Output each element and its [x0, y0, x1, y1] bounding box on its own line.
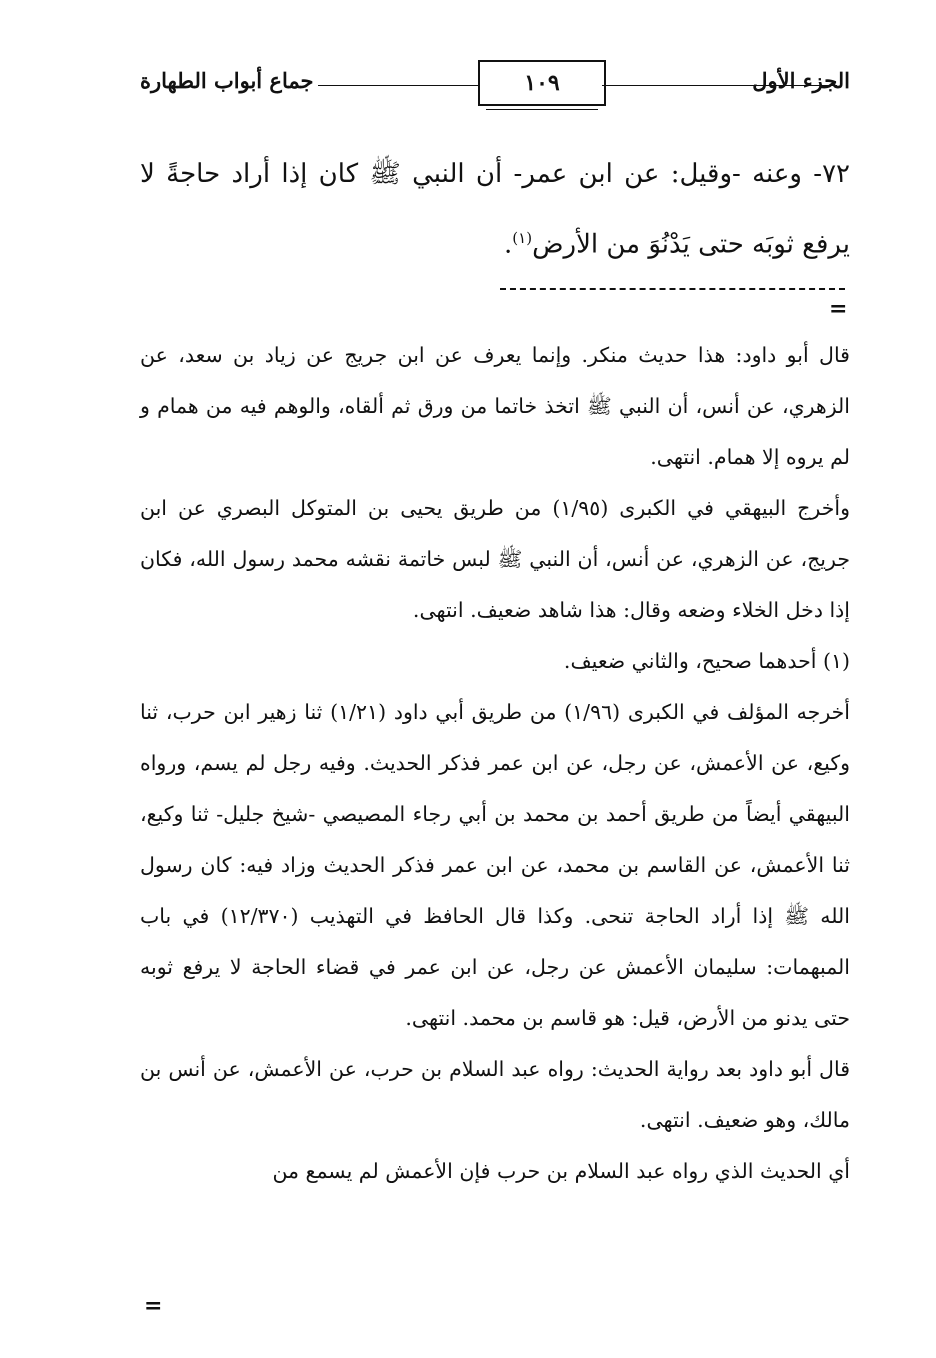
page-number: ١٠٩ — [524, 70, 560, 96]
footnote-paragraph: قال أبو داود: هذا حديث منكر. وإنما يعرف عن ابن جريج عن زياد بن سعد، عن الزهري، عن أنس، أن النبي ﷺ اتخذ خاتما من ورق ثم ألقاه، والوهم فيه من همام و لم يروه إلا همام. انتهى. — [140, 343, 850, 469]
running-header — [140, 60, 850, 110]
header-rule — [318, 85, 478, 86]
footnote-paragraph: قال أبو داود بعد رواية الحديث: رواه عبد السلام بن حرب، عن الأعمش، عن أنس بن مالك، وهو ضعيف. انتهى. — [140, 1057, 850, 1132]
footnote-paragraph: أخرجه المؤلف في الكبرى (١/٩٦) من طريق أبي داود (١/٢١) ثنا زهير ابن حرب، ثنا وكيع، عن الأعمش، عن رجل، عن ابن عمر فذكر الحديث. وفيه رجل لم يسم، ورواه البيهقي أيضاً من طريق أحمد بن محمد بن أبي رجاء المصيصي -شيخ جليل- ثنا وكيع، ثنا الأعمش، عن القاسم بن محمد، عن ابن عمر فذكر الحديث وزاد فيه: كان رسول الله ﷺ إذا أراد الحاجة تنحى. وكذا قال الحافظ في التهذيب (١٢/٣٧٠) في باب المبهمات: سليمان الأعمش عن رجل، عن ابن عمر في قضاء الحاجة لا يرفع ثوبه حتى يدنو من الأرض، قيل: هو قاسم بن محمد. انتهى. — [140, 700, 850, 1030]
page-number-box — [478, 60, 606, 106]
volume-label: الجزء الأول — [752, 68, 850, 93]
footnote-reference: (١) — [512, 229, 533, 247]
chapter-title: جماع أبواب الطهارة — [140, 68, 314, 93]
footnote-paragraph: أي الحديث الذي رواه عبد السلام بن حرب فإن الأعمش لم يسمع من — [272, 1159, 850, 1183]
footnote-paragraph: (١) أحدهما صحيح، والثاني ضعيف. — [563, 649, 850, 673]
hadith-text: ٧٢- وعنه -وقيل: عن ابن عمر- أن النبي ﷺ كان إذا أراد حاجةً لا يرفع ثوبَه حتى يَدْنُوَ من الأرض — [140, 159, 850, 260]
continuation-mark-bottom: = — [144, 1293, 163, 1319]
footnote-separator — [500, 288, 845, 290]
main-text — [140, 142, 850, 277]
continuation-mark-top: = — [829, 296, 848, 322]
header-rule — [602, 85, 837, 86]
footnote-paragraph: وأخرج البيهقي في الكبرى (١/٩٥) من طريق يحيى بن المتوكل البصري عن ابن جريج، عن الزهري، عن أنس، أن النبي ﷺ لبس خاتمة نقشه محمد رسول الله، فكان إذا دخل الخلاء وضعه وقال: هذا شاهد ضعيف. انتهى. — [140, 496, 850, 622]
footnotes — [140, 330, 850, 1197]
hadith-end: . — [504, 229, 513, 260]
